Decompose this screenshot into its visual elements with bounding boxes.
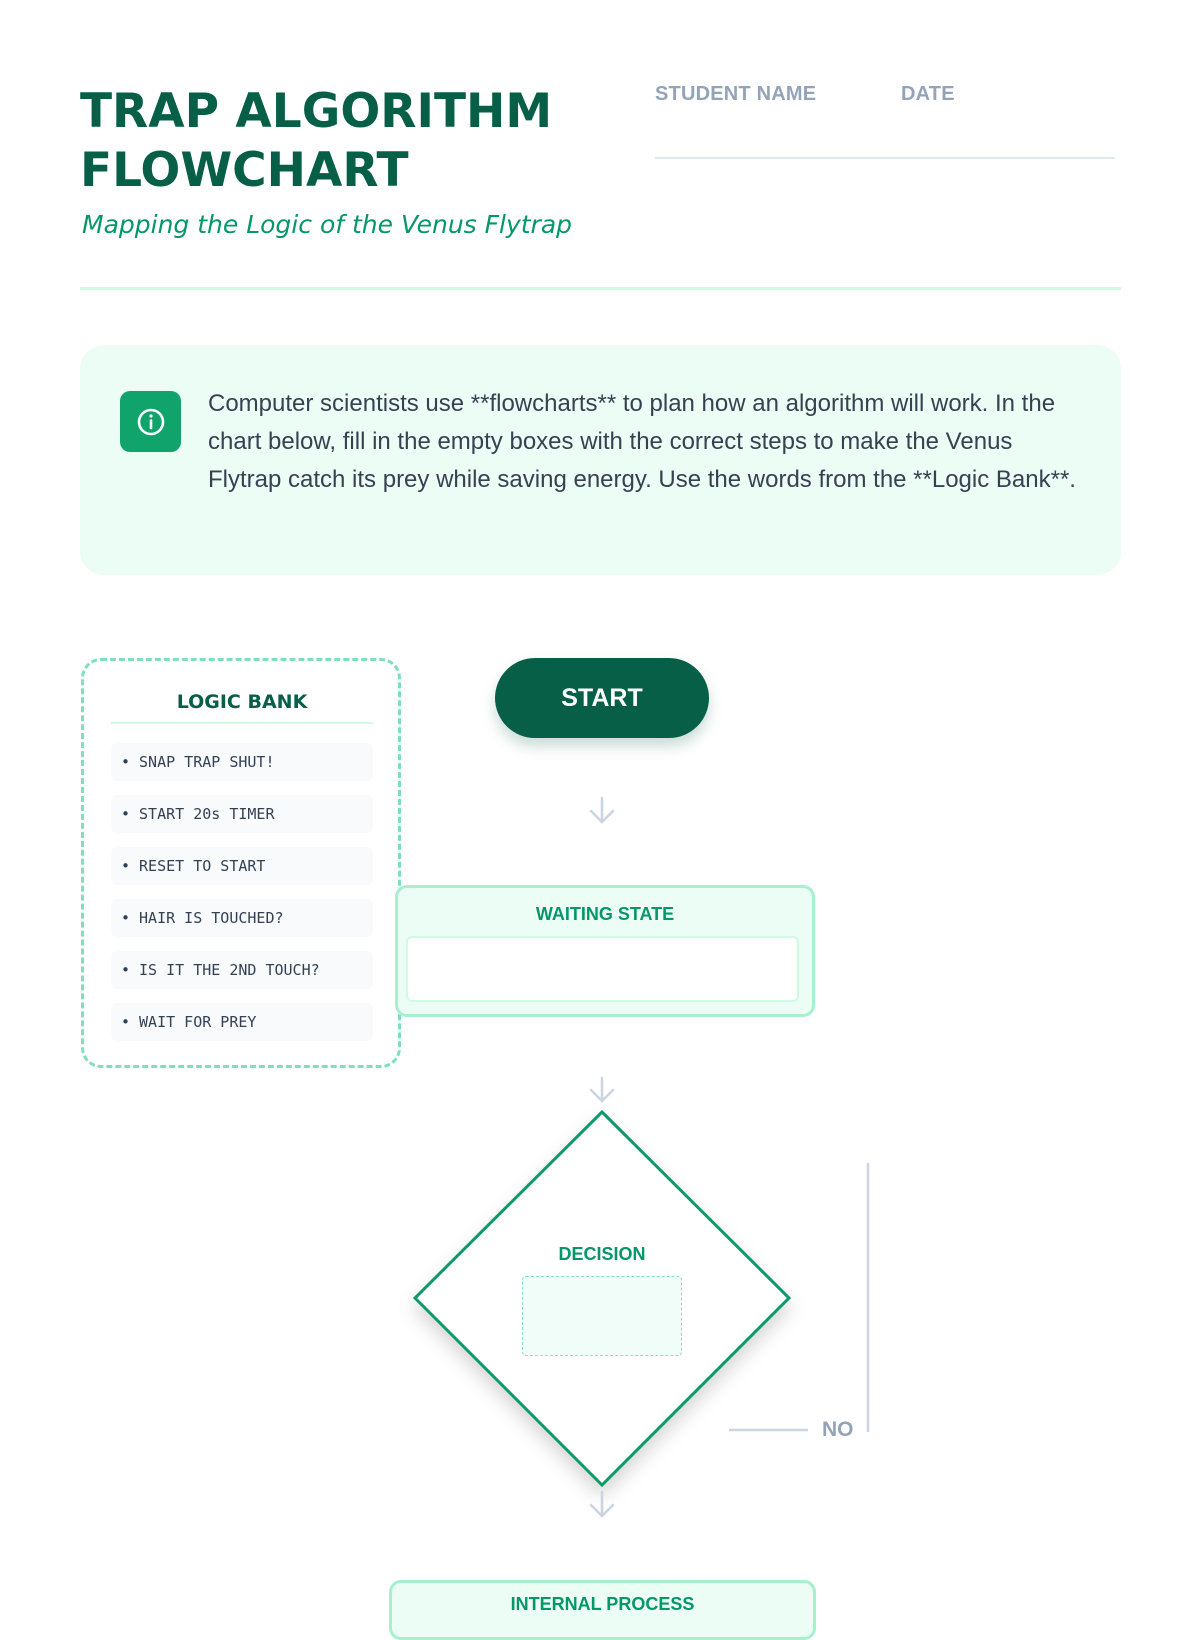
logic-bank-item[interactable]: • SNAP TRAP SHUT! xyxy=(111,743,373,781)
worksheet-title: TRAP ALGORITHM FLOWCHART xyxy=(80,84,553,198)
logic-bank-item[interactable]: • IS IT THE 2ND TOUCH? xyxy=(111,951,373,989)
waiting-state-box xyxy=(395,885,815,1017)
decision-label: DECISION xyxy=(558,1244,646,1264)
date-label: DATE xyxy=(901,83,955,105)
logic-bank-divider xyxy=(111,722,373,724)
student-name-label: STUDENT NAME xyxy=(655,83,817,105)
logic-bank-title: LOGIC BANK xyxy=(176,691,308,713)
waiting-state-label: WAITING STATE xyxy=(535,904,675,924)
arrow-down-icon xyxy=(591,798,613,822)
logic-bank-list xyxy=(111,743,373,1055)
instructions-text: Computer scientists use **flowcharts** to plan how an algorithm will work. In the chart below, fill in the empty boxes with the correct steps to make the Venus Flytrap catch its prey while saving energy. Use the words from the **Logic Bank**. xyxy=(208,390,1076,493)
start-terminator: START xyxy=(495,658,709,738)
logic-bank-item[interactable]: • WAIT FOR PREY xyxy=(111,1003,373,1041)
internal-process-box xyxy=(389,1580,816,1640)
logic-bank-item[interactable]: • HAIR IS TOUCHED? xyxy=(111,899,373,937)
no-branch-label: NO xyxy=(822,1418,854,1441)
arrow-down-icon xyxy=(591,1078,613,1101)
waiting-state-answer-field[interactable] xyxy=(406,936,799,1002)
internal-process-label: INTERNAL PROCESS xyxy=(510,1594,695,1614)
arrow-down-icon xyxy=(591,1492,613,1516)
worksheet-subtitle: Mapping the Logic of the Venus Flytrap xyxy=(82,210,573,239)
decision-answer-field[interactable] xyxy=(522,1276,682,1356)
logic-bank-item[interactable]: • RESET TO START xyxy=(111,847,373,885)
logic-bank-item[interactable]: • START 20s TIMER xyxy=(111,795,373,833)
logic-bank xyxy=(81,658,401,1068)
